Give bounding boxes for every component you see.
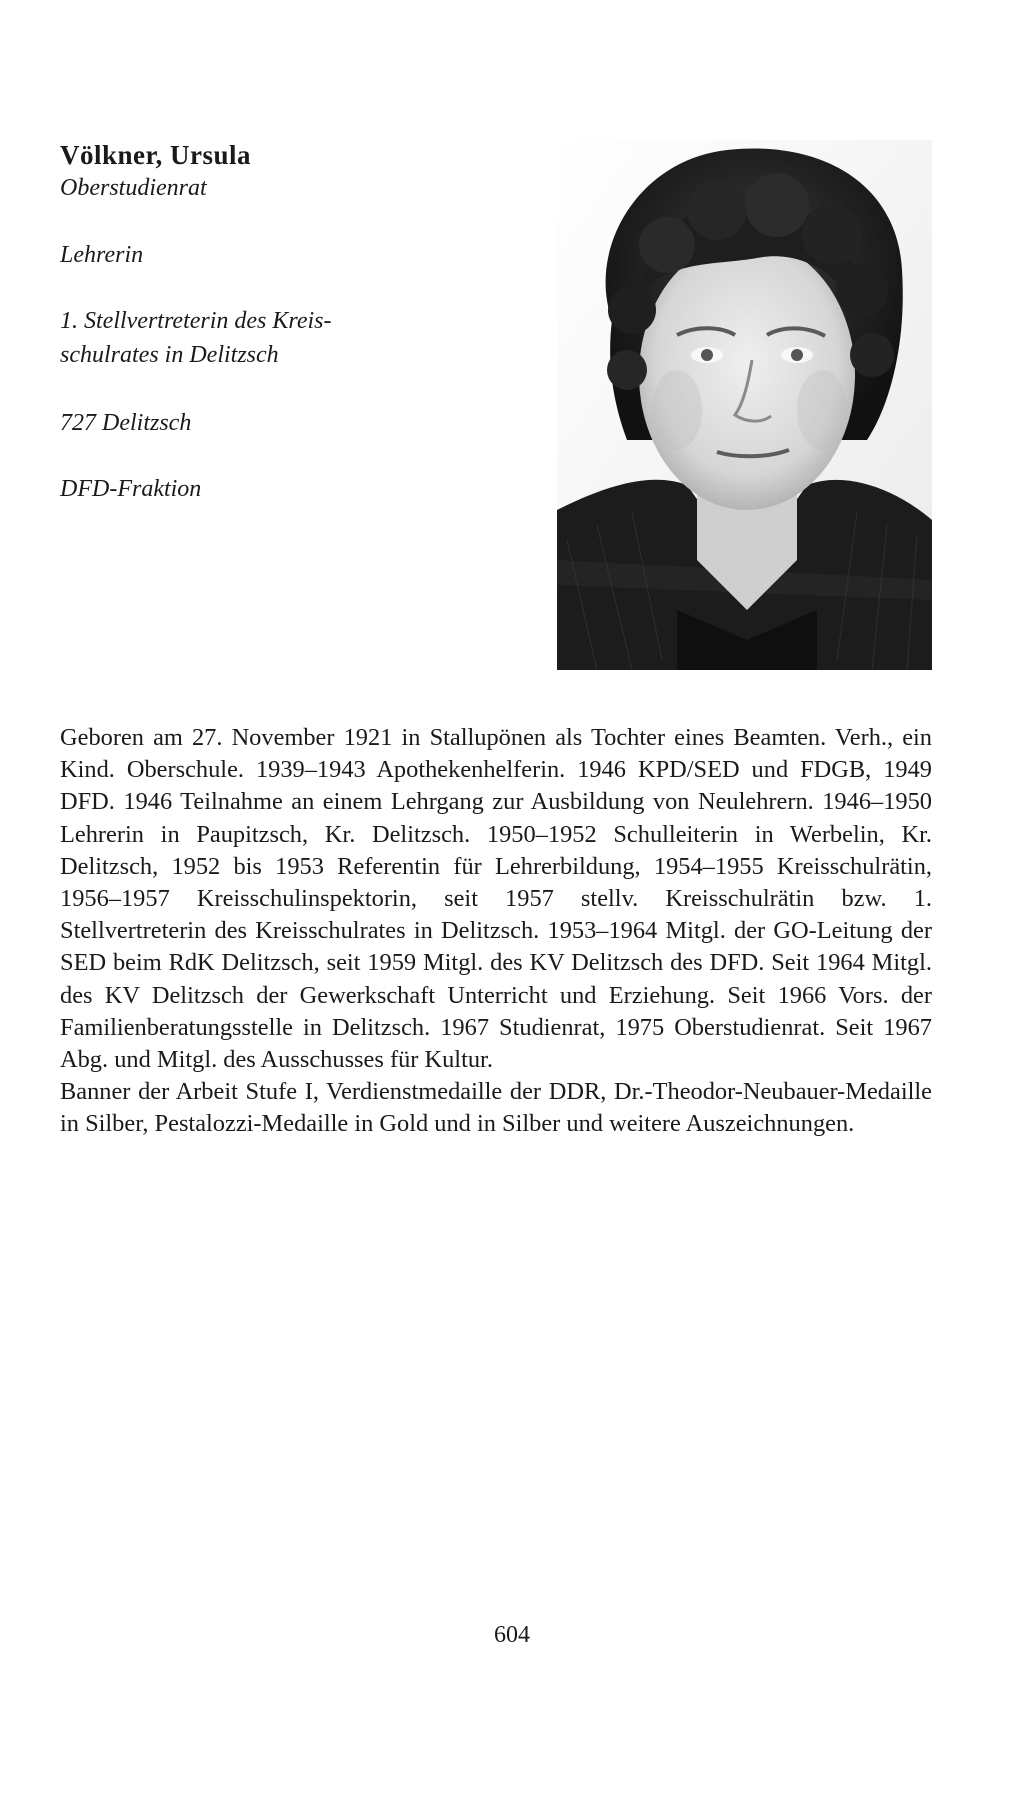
person-title: Oberstudienrat [60, 175, 207, 201]
person-address: 727 Delitzsch [60, 410, 192, 436]
person-occupation: Lehrerin [60, 242, 144, 268]
biography-paragraph-1: Geboren am 27. November 1921 in Stallupönen als Tochter eines Beamten. Verh., ein Kind. Oberschule. 1939–1943 Apothekenhelferin. 1946 KPD/SED und FDGB, 1949 DFD. 1946 Teilnahme an einem Lehrgang zur Ausbildung von Neulehrern. 1946–1950 Lehrerin in Paupitzsch, Kr. Delitzsch. 1950–1952 Schulleiterin in Werbelin, Kr. Delitzsch, 1952 bis 1953 Referentin für Lehrerbildung, 1954–1955 Kreisschulrätin, 1956–1957 Kreisschulinspektorin, seit 1957 stellv. Kreisschulrätin bzw. 1. Stellvertreterin des Kreisschulrates in Delitzsch. 1953–1964 Mitgl. der GO-Leitung der SED beim RdK Delitzsch, seit 1959 Mitgl. des KV Delitzsch des DFD. Seit 1964 Mitgl. des KV Delitzsch der Gewerkschaft Unterricht und Erziehung. Seit 1966 Vors. der Familienberatungsstelle in Delitzsch. 1967 Studienrat, 1975 Oberstudienrat. Seit 1967 Abg. und Mitgl. des Ausschusses für Kultur. [60, 724, 932, 1074]
person-position-line1: 1. Stellvertreterin des Kreis- [60, 308, 332, 334]
portrait-illustration [557, 140, 932, 670]
person-position-line2: schulrates in Delitzsch [60, 342, 279, 368]
biography-paragraph-2: Banner der Arbeit Stufe I, Verdienstmedaille der DDR, Dr.-Theodor-Neubauer-Medaille in Silber, Pestalozzi-Medaille in Gold und in Silber und weitere Auszeichnungen. [60, 1078, 932, 1138]
entry-header [60, 138, 500, 502]
biography [60, 722, 932, 1141]
portrait-photo [557, 140, 932, 670]
person-name: Völkner, Ursula [60, 140, 252, 170]
person-fraction: DFD-Fraktion [60, 476, 202, 502]
page-number: 604 [494, 1622, 530, 1648]
